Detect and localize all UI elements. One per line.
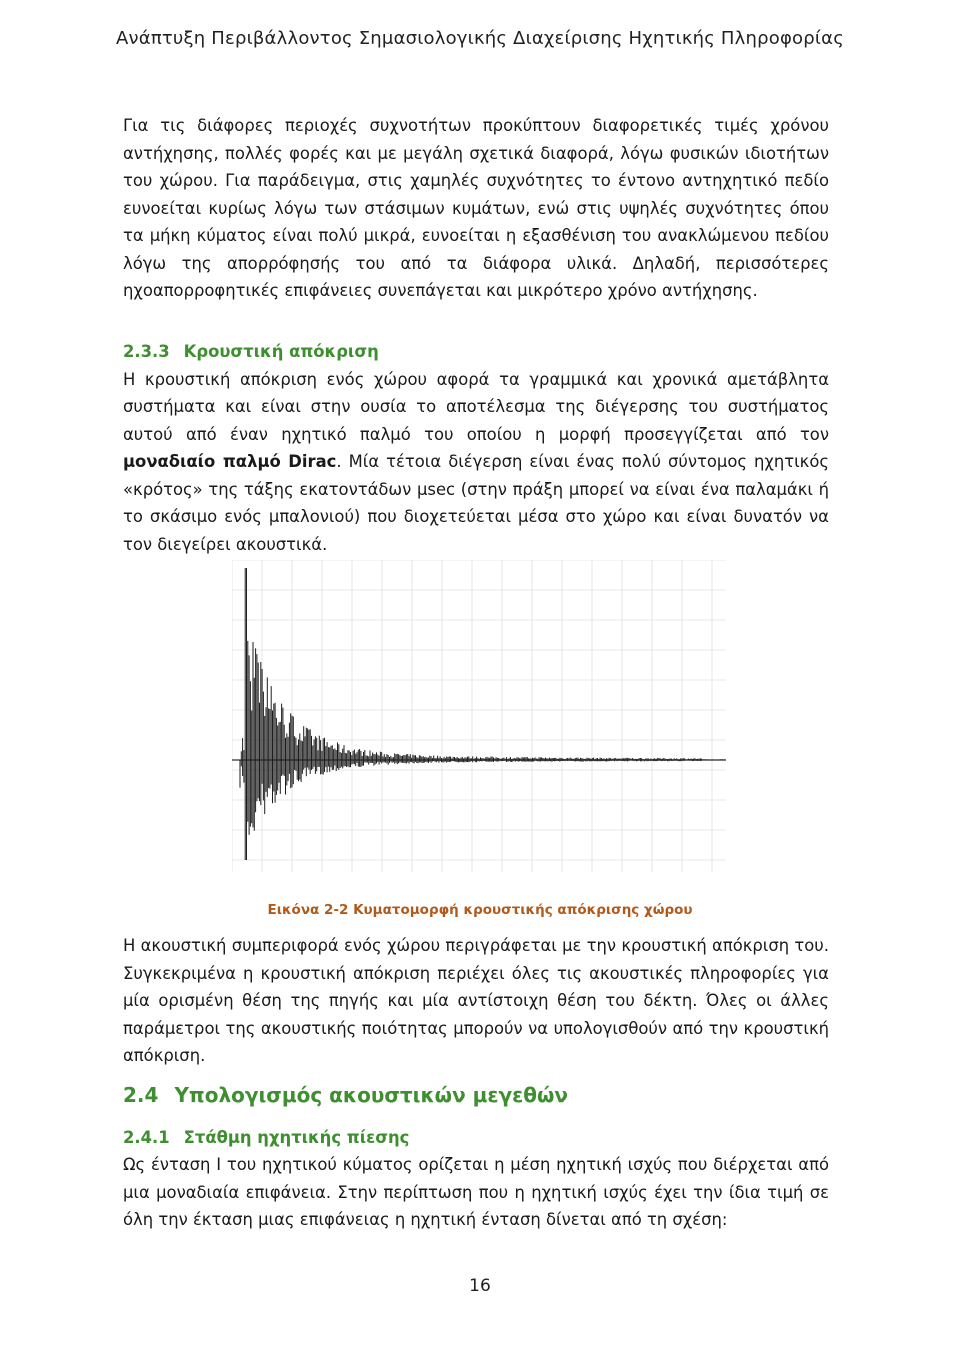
page-number: 16	[469, 1276, 491, 1296]
impulse-text-before: Η κρουστική απόκριση ενός χώρου αφορά τα γραμμικά και χρονικά αμετάβλητα συστήματα και είναι στην ουσία το αποτέλεσμα της διέγερσης του συστήματος αυτού από έναν ηχητικό παλμό του οποίου η μορφή προσεγγίζεται από τον	[123, 369, 829, 444]
impulse-text-after: . Μία τέτοια διέγερση είναι ένας πολύ σύντομος ηχητικός «κρότος» της τάξης εκατοντάδων μsec (στην πράξη μπορεί να είναι ένα παλαμάκι ή το σκάσιμο ενός μπαλονιού) που διοχετεύεται μέσα στο χώρο και είναι δυνατόν να τον διεγείρει ακουστικά.	[123, 452, 829, 554]
section-2-3-3-heading	[123, 338, 829, 366]
page-header-title: Ανάπτυξη Περιβάλλοντος Σημασιολογικής Διαχείρισης Ηχητικής Πληροφορίας	[116, 28, 844, 49]
impulse-response-paragraph	[123, 366, 829, 559]
section-2-3-3-title: Κρουστική απόκριση	[183, 342, 379, 361]
impulse-response-figure	[232, 560, 726, 872]
intro-paragraph-block	[123, 112, 829, 305]
acoustic-behavior-paragraph: Η ακουστική συμπεριφορά ενός χώρου περιγράφεται με την κρουστική απόκριση του. Συγκεκριμένα η κρουστική απόκριση περιέχει όλες τις ακουστικές πληροφορίες για μία ορισμένη θέση της πηγής και μία αντίστοιχη θέση του δέκτη. Όλες οι άλλες παράμετροι της ακουστικής ποιότητας μπορούν να υπολογισθούν από την κρουστική απόκριση.	[123, 936, 829, 1065]
dirac-term: μοναδιαίο παλμό Dirac	[123, 452, 337, 471]
after-figure-block	[123, 932, 829, 1070]
section-2-4-1	[123, 1128, 829, 1234]
section-2-4-title: Υπολογισμός ακουστικών μεγεθών	[174, 1083, 569, 1107]
section-2-4	[123, 1083, 829, 1107]
impulse-response-waveform	[232, 560, 726, 872]
intro-paragraph: Για τις διάφορες περιοχές συχνοτήτων προκύπτουν διαφορετικές τιμές χρόνου αντήχησης, πολλές φορές και με μεγάλη σχετικά διαφορά, λόγω φυσικών ιδιοτήτων του χώρου. Για παράδειγμα, στις χαμηλές συχνότητες το έντονο αντηχητικό πεδίο ευνοείται κυρίως λόγω των στάσιμων κυμάτων, ενώ στις υψηλές συχνότητες όπου τα μήκη κύματος είναι πολύ μικρά, ευνοείται η εξασθένιση του ανακλώμενου πεδίου λόγω της απορρόφησής του από τα διάφορα υλικά. Δηλαδή, περισσότερες ηχοαπορροφητικές επιφάνειες συνεπάγεται και μικρότερο χρόνο αντήχησης.	[123, 116, 829, 300]
figure-grid	[232, 560, 726, 872]
section-2-4-1-title: Στάθμη ηχητικής πίεσης	[183, 1128, 410, 1147]
section-2-4-1-heading	[123, 1128, 829, 1147]
sound-intensity-paragraph: Ως ένταση Ι του ηχητικού κύματος ορίζεται η μέση ηχητική ισχύς που διέρχεται από μια μοναδιαία επιφάνεια. Στην περίπτωση που η ηχητική ισχύς έχει την ίδια τιμή σε όλη την έκταση μιας επιφάνειας η ηχητική ένταση δίνεται από τη σχέση:	[123, 1155, 829, 1229]
figure-caption: Εικόνα 2-2 Κυματομορφή κρουστικής απόκρισης χώρου	[267, 902, 693, 918]
section-2-3-3-number: 2.3.3	[123, 342, 170, 361]
section-2-4-1-number: 2.4.1	[123, 1128, 170, 1147]
section-2-4-number: 2.4	[123, 1083, 159, 1107]
section-2-4-heading	[123, 1083, 829, 1107]
section-2-3-3	[123, 338, 829, 558]
